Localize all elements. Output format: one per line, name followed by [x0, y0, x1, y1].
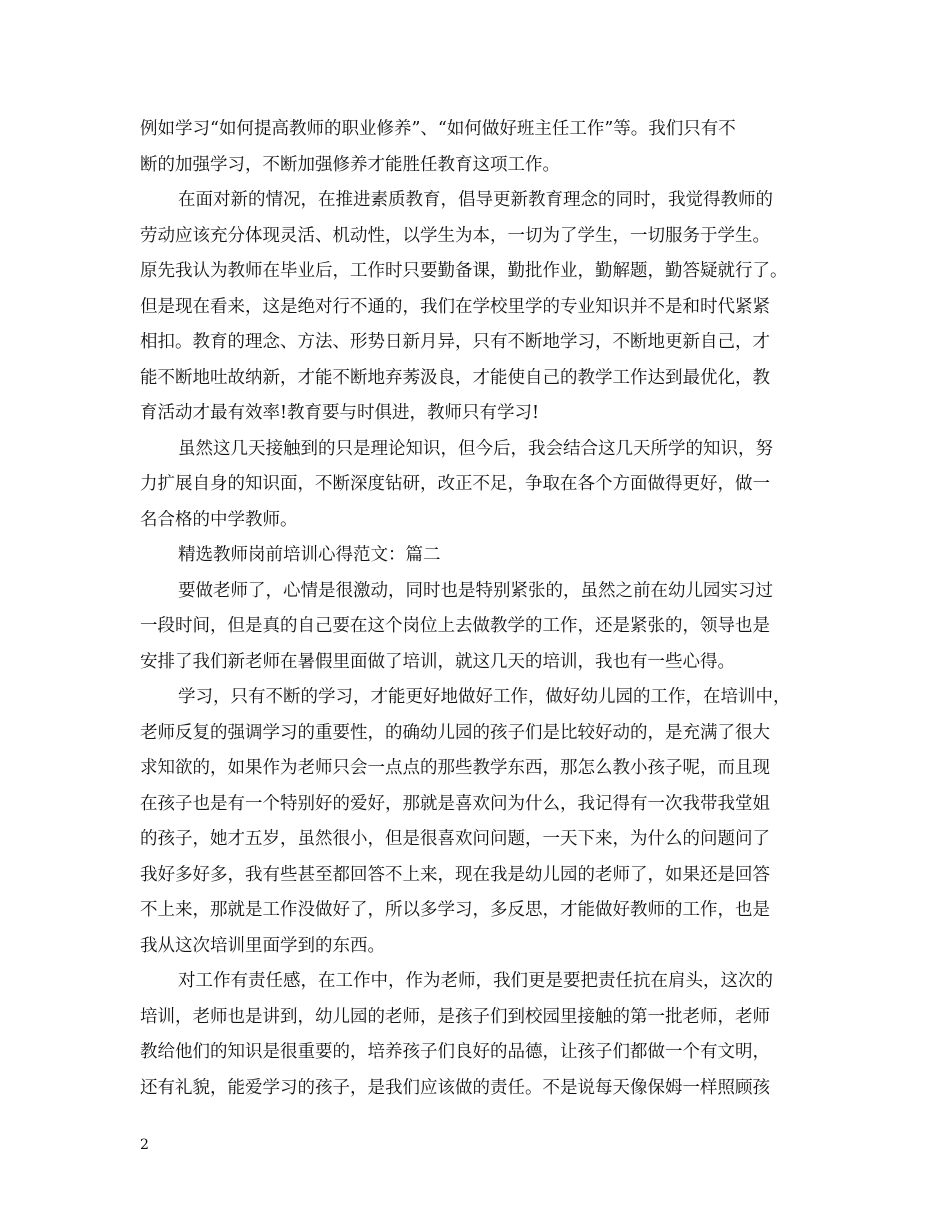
text-line: 育活动才最有效率!教育要与时俱进，教师只有学习! — [140, 403, 540, 423]
text-line: 教给他们的知识是很重要的，培养孩子们良好的品德，让孩子们都做一个有文明， — [140, 1042, 770, 1062]
text-line: 学习，只有不断的学习，才能更好地做好工作，做好幼儿园的工作，在培训中， — [178, 687, 791, 707]
text-line: 要做老师了，心情是很激动，同时也是特别紧张的，虽然之前在幼儿园实习过 — [178, 580, 773, 601]
text-line: 的孩子，她才五岁，虽然很小，但是很喜欢问问题，一天下来，为什么的问题问了 — [140, 829, 770, 849]
text-line: 我好多好多，我有些甚至都回答不上来，现在我是幼儿园的老师了，如果还是回答 — [140, 864, 770, 885]
text-line: 精选教师岗前培训心得范文：篇二 — [178, 545, 441, 565]
text-line: 不上来，那就是工作没做好了，所以多学习，多反思，才能做好教师的工作，也是 — [140, 900, 770, 920]
text-line: 断的加强学习，不断加强修养才能胜任教育这项工作。 — [140, 154, 560, 175]
document-body — [140, 112, 820, 1106]
text-line: 老师反复的强调学习的重要性，的确幼儿园的孩子们是比较好动的，是充满了很大 — [140, 722, 770, 743]
text-line: 在孩子也是有一个特别好的爱好，那就是喜欢问为什么，我记得有一次我带我堂姐 — [140, 793, 770, 814]
text-line: 一段时间，但是真的自己要在这个岗位上去做教学的工作，还是紧张的，领导也是 — [140, 616, 770, 636]
text-line: 我从这次培训里面学到的东西。 — [140, 935, 385, 956]
text-line: 例如学习“如何提高教师的职业修养”、“如何做好班主任工作”等。我们只有不 — [140, 119, 736, 139]
page-number: 2 — [140, 1137, 149, 1153]
text-line: 能不断地吐故纳新，才能不断地弃莠汲良，才能使自己的教学工作达到最优化，教 — [140, 367, 770, 388]
text-line: 名合格的中学教师。 — [140, 509, 298, 530]
text-line: 培训，老师也是讲到，幼儿园的老师，是孩子们到校园里接触的第一批老师，老师 — [140, 1006, 770, 1027]
text-line: 劳动应该充分体现灵活、机动性，以学生为本，一切为了学生，一切服务于学生。 — [140, 225, 770, 246]
text-line: 求知欲的，如果作为老师只会一点点的那些教学东西，那怎么教小孩子呢，而且现 — [140, 758, 770, 778]
text-line: 虽然这几天接触到的只是理论知识，但今后，我会结合这几天所学的知识，努 — [178, 438, 773, 459]
text-line: 还有礼貌，能爱学习的孩子，是我们应该做的责任。不是说每天像保姆一样照顾孩 — [140, 1077, 770, 1098]
text-line: 在面对新的情况，在推进素质教育，倡导更新教育理念的同时，我觉得教师的 — [178, 190, 773, 210]
text-line: 对工作有责任感，在工作中，作为老师，我们更是要把责任抗在肩头，这次的 — [178, 971, 773, 991]
text-line: 安排了我们新老师在暑假里面做了培训，就这几天的培训，我也有一些心得。 — [140, 651, 735, 672]
text-line: 原先我认为教师在毕业后，工作时只要勤备课，勤批作业，勤解题，勤答疑就行了。 — [140, 261, 788, 281]
text-line: 但是现在看来，这是绝对行不通的，我们在学校里学的专业知识并不是和时代紧紧 — [140, 296, 770, 317]
text-line: 力扩展自身的知识面，不断深度钻研，改正不足，争取在各个方面做得更好，做一 — [140, 474, 770, 494]
text-line: 相扣。教育的理念、方法、形势日新月异，只有不断地学习，不断地更新自己，才 — [140, 332, 770, 352]
